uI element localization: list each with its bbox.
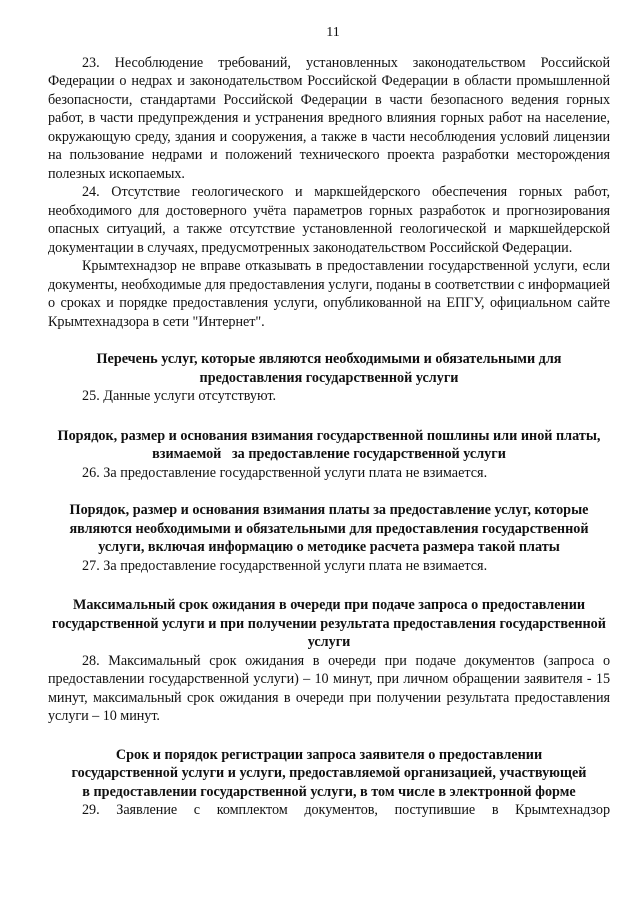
document-page xyxy=(48,24,610,820)
paragraph-25: 25. Данные услуги отсутствуют. xyxy=(82,388,277,404)
paragraph-27: 27. За предоставление государственной услуги плата не взимается. xyxy=(82,557,488,574)
heading-request-registration: Срок и порядок регистрации запроса заявителя о предоставлении государственной услуги и услуги, предоставляемой организацией, участвующей в предоставлении государственной услуги, в том числе в электронной форме xyxy=(71,746,587,800)
paragraph-26: 26. За предоставление государственной услуги плата не взимается. xyxy=(82,464,488,481)
paragraph-refusal-restriction: Крымтехнадзор не вправе отказывать в предоставлении государственной услуги, если документы, необходимые для предоставления услуги, поданы в соответствии с информацией о сроках и порядке предоставления услуги, опубликованной на ЕПГУ, официальном сайте Крымтехнадзора в сети "Интернет". xyxy=(48,258,610,330)
paragraph-28: 28. Максимальный срок ожидания в очереди при подаче документов (запроса о предоставлении государственной услуги) – 10 минут, при личном обращении заявителя - 15 минут, максимальный срок ожидания в очереди при получении результата предоставления услуги – 10 минут. xyxy=(48,652,610,724)
paragraph-29: 29. Заявление с комплектом документов, поступившие в Крымтехнадзор xyxy=(82,802,610,818)
page-number: 11 xyxy=(326,25,340,40)
heading-fee-for-services: Порядок, размер и основания взимания платы за предоставление услуг, которые являются необходимыми и обязательными для предоставления государственной услуги, включая информацию о методике расчета размера такой платы xyxy=(69,502,589,555)
heading-required-services: Перечень услуг, которые являются необходимыми и обязательными для предоставления государственной услуги xyxy=(96,351,562,386)
heading-state-duty: Порядок, размер и основания взимания государственной пошлины или иной платы, взимаемой за предоставление государственной услуги xyxy=(57,427,605,462)
paragraph-24: 24. Отсутствие геологического и маркшейдерского обеспечения горных работ, необходимого для достоверного учёта параметров горных разработок и прогнозирования опасных ситуаций, а также отсутствие установленной геологической и маркшейдерской документации в случаях, предусмотренных законодательством Российской Федерации. xyxy=(48,184,610,256)
paragraph-23: 23. Несоблюдение требований, установленных законодательством Российской Федерации о недрах и законодательством Российской Федерации в области промышленной безопасности, стандартами Российской Федерации в части безопасного ведения горных работ, в части предупреждения и устранения вредного влияния горных работ на население, окружающую среду, здания и сооружения, а также в части несоблюдения условий лицензии на пользование недрами и положений технического проекта разработки месторождения полезных ископаемых. xyxy=(48,54,610,182)
heading-queue-waiting-time: Максимальный срок ожидания в очереди при подаче запроса о предоставлении государственной услуги и при получении результата предоставления государственной услуги xyxy=(52,597,606,650)
